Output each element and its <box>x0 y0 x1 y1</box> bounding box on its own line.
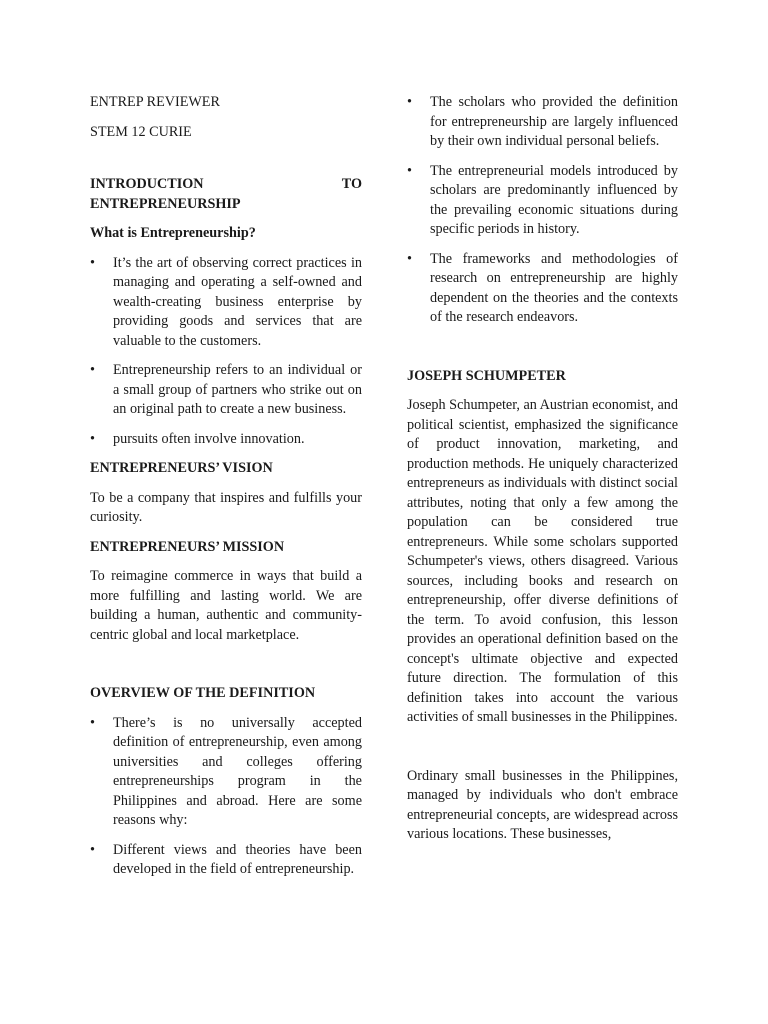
list-item: • pursuits often involve innovation. <box>90 430 362 450</box>
intro-bullet-list <box>90 254 362 450</box>
vision-heading: ENTREPRENEURS’ VISION <box>90 460 273 476</box>
overview-bullet-list-right <box>407 93 678 328</box>
list-item: • It’s the art of observing correct practices in managing and operating a self-owned and wealth-creating business enterprise by providing goods and services that are valuable to the customers. <box>90 254 362 352</box>
mission-heading: ENTREPRENEURS’ MISSION <box>90 538 285 555</box>
left-column <box>90 93 362 880</box>
right-column <box>407 93 678 845</box>
schumpeter-heading: JOSEPH SCHUMPETER <box>407 367 566 384</box>
mission-text: To reimagine commerce in ways that build a more fulfilling and lasting world. We are building a human, authentic and community-centric global and local marketplace. <box>90 568 362 643</box>
list-item: • The frameworks and methodologies of research on entrepreneurship are highly dependent on the theories and the contexts of the research endeavors. <box>407 250 678 328</box>
overview-bullet-list-left <box>90 714 362 880</box>
vision-text: To be a company that inspires and fulfills your curiosity. <box>90 489 362 525</box>
schumpeter-paragraph: Joseph Schumpeter, an Austrian economist, and political scientist, emphasized the significance of product innovation, marketing, and production methods. He uniquely characterized entrepreneurs as individuals with distinct social attributes, noting that only a few among the population can be considered true entrepreneurs. While some scholars supported Schumpeter's views, others disagreed. Various sources, including books and research on entrepreneurship, offer diverse definitions of the term. To avoid confusion, this lesson provides an operational definition based on the concept's ultimate objective and expected future direction. The formulation of this definition takes into account the various activities of small businesses in the Philippines. <box>407 397 678 725</box>
class-section: STEM 12 CURIE <box>90 123 192 140</box>
document-title: ENTREP REVIEWER <box>90 94 220 110</box>
list-item: • The entrepreneurial models introduced by scholars are predominantly influenced by the prevailing economic situations during specific periods in history. <box>407 162 678 240</box>
list-item: • Different views and theories have been developed in the field of entrepreneurship. <box>90 841 362 880</box>
overview-heading: OVERVIEW OF THE DEFINITION <box>90 685 316 701</box>
small-business-paragraph: Ordinary small businesses in the Philippines, managed by individuals who don't embrace entrepreneurial concepts, are widespread across various locations. These businesses, <box>407 767 678 842</box>
intro-heading: INTRODUCTION TO ENTREPRENEURSHIP <box>90 176 362 212</box>
list-item: • Entrepreneurship refers to an individual or a small group of partners who strike out on an original path to create a new business. <box>90 361 362 420</box>
intro-question: What is Entrepreneurship? <box>90 225 256 241</box>
list-item: • There’s is no universally accepted definition of entrepreneurship, even among universities and colleges offering entrepreneurships program in the Philippines and abroad. Here are some reasons why: <box>90 714 362 831</box>
list-item: • The scholars who provided the definition for entrepreneurship are largely influenced by their own individual personal beliefs. <box>407 93 678 152</box>
